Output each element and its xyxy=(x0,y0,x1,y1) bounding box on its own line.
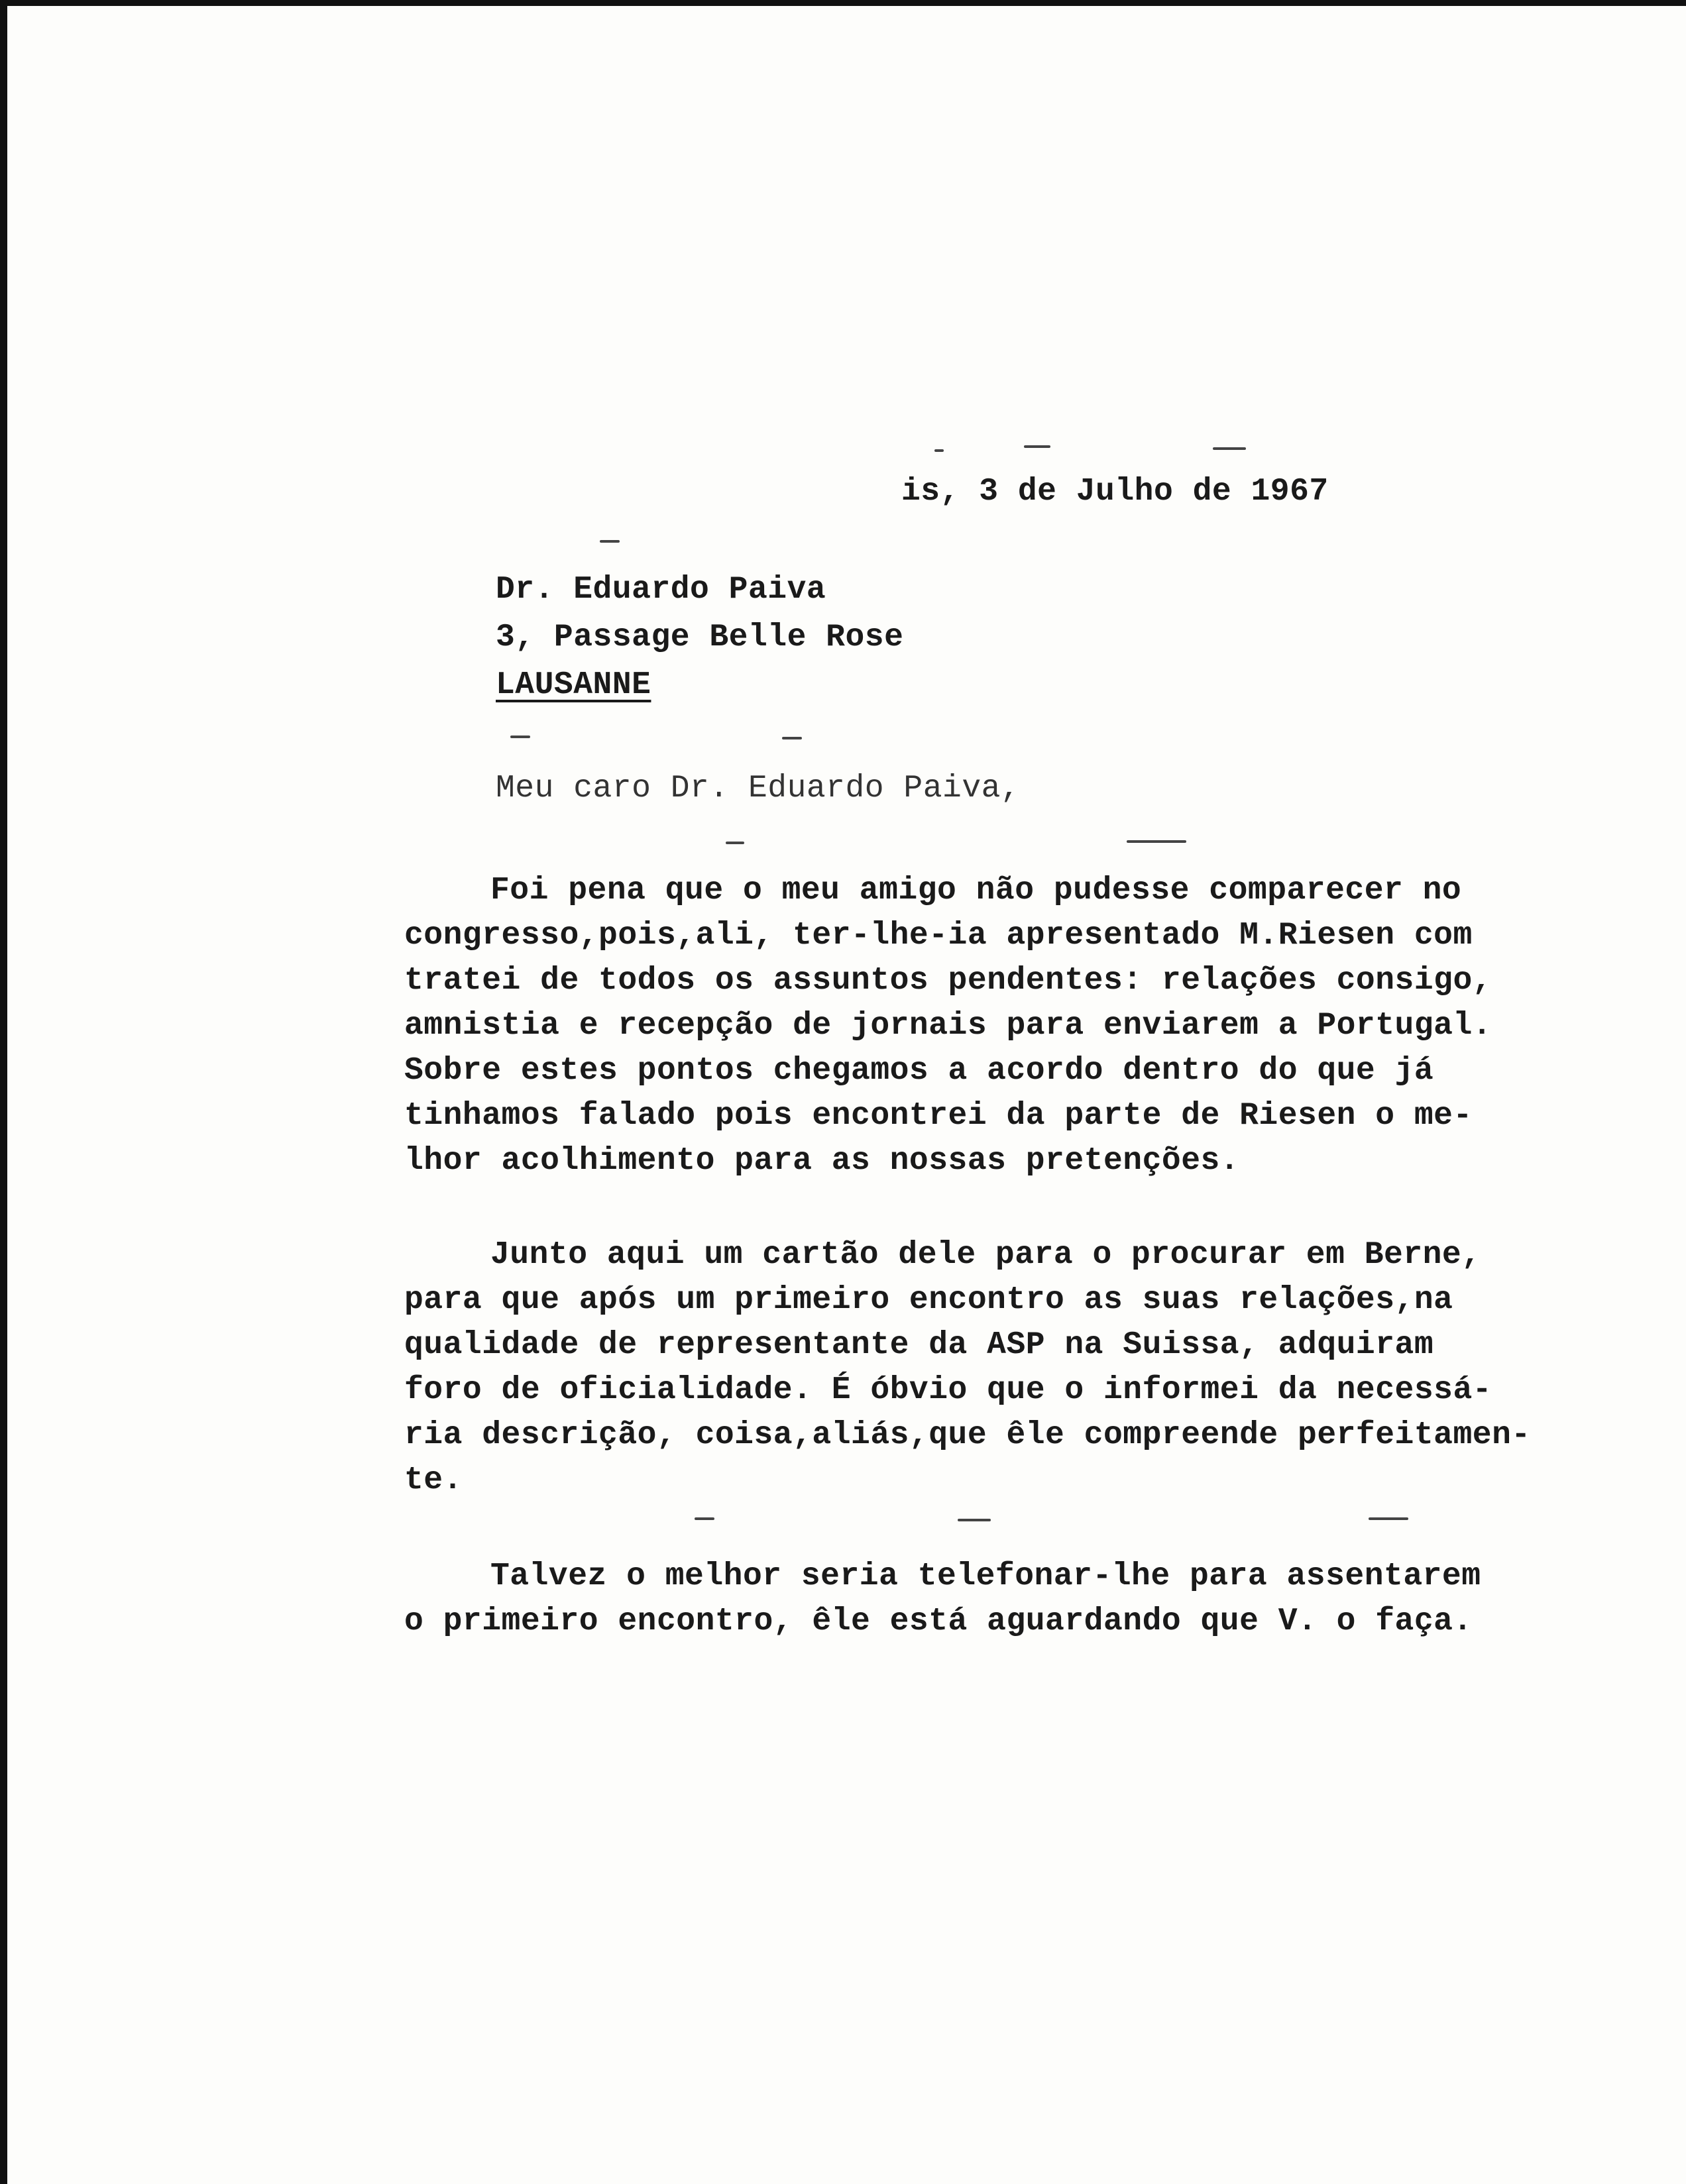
correction-mark xyxy=(1213,447,1246,450)
paragraph-line: foro de oficialidade. É óbvio que o informei da necessá- xyxy=(404,1372,1492,1408)
recipient-street: 3, Passage Belle Rose xyxy=(496,620,904,655)
paragraph-line: Talvez o melhor seria telefonar-lhe para assentarem xyxy=(490,1558,1481,1594)
paragraph-line: tinhamos falado pois encontrei da parte de Riesen o me- xyxy=(404,1098,1473,1134)
correction-mark xyxy=(1369,1517,1408,1520)
paragraph-line: lhor acolhimento para as nossas pretenções. xyxy=(404,1143,1240,1179)
body-paragraph-2 xyxy=(404,1232,1531,1503)
correction-mark xyxy=(1024,445,1050,448)
correction-mark xyxy=(934,449,944,452)
scan-border-top xyxy=(0,0,1686,6)
correction-mark xyxy=(726,842,744,844)
correction-mark xyxy=(958,1519,991,1521)
correction-mark xyxy=(600,540,620,543)
paragraph-line: amnistia e recepção de jornais para enviarem a Portugal. xyxy=(404,1008,1492,1044)
paragraph-line: Sobre estes pontos chegamos a acordo dentro do que já xyxy=(404,1053,1434,1089)
paragraph-line: Foi pena que o meu amigo não pudesse comparecer no xyxy=(490,873,1462,908)
correction-mark xyxy=(782,737,802,739)
paragraph-line: Junto aqui um cartão dele para o procurar em Berne, xyxy=(490,1237,1481,1273)
letter-date: is, 3 de Julho de 1967 xyxy=(901,474,1329,510)
salutation: Meu caro Dr. Eduardo Paiva, xyxy=(496,771,1021,806)
paragraph-line: congresso,pois,ali, ter-lhe-ia apresentado M.Riesen com xyxy=(404,918,1473,954)
scan-border-left xyxy=(0,0,7,2184)
paragraph-line: te. xyxy=(404,1462,463,1498)
correction-mark xyxy=(695,1517,714,1520)
paragraph-line: ria descrição, coisa,aliás,que êle compreende perfeitamen- xyxy=(404,1417,1531,1453)
paragraph-line: para que após um primeiro encontro as suas relações,na xyxy=(404,1282,1453,1318)
body-paragraph-3 xyxy=(404,1554,1481,1644)
body-paragraph-1 xyxy=(404,868,1492,1183)
paragraph-line: tratei de todos os assuntos pendentes: relações consigo, xyxy=(404,963,1492,999)
correction-mark xyxy=(1127,840,1186,843)
paragraph-line: o primeiro encontro, êle está aguardando que V. o faça. xyxy=(404,1604,1473,1639)
paragraph-line: qualidade de representante da ASP na Suissa, adquiram xyxy=(404,1327,1434,1363)
recipient-city: LAUSANNE xyxy=(496,667,651,703)
recipient-name: Dr. Eduardo Paiva xyxy=(496,572,826,608)
correction-mark xyxy=(510,736,530,738)
